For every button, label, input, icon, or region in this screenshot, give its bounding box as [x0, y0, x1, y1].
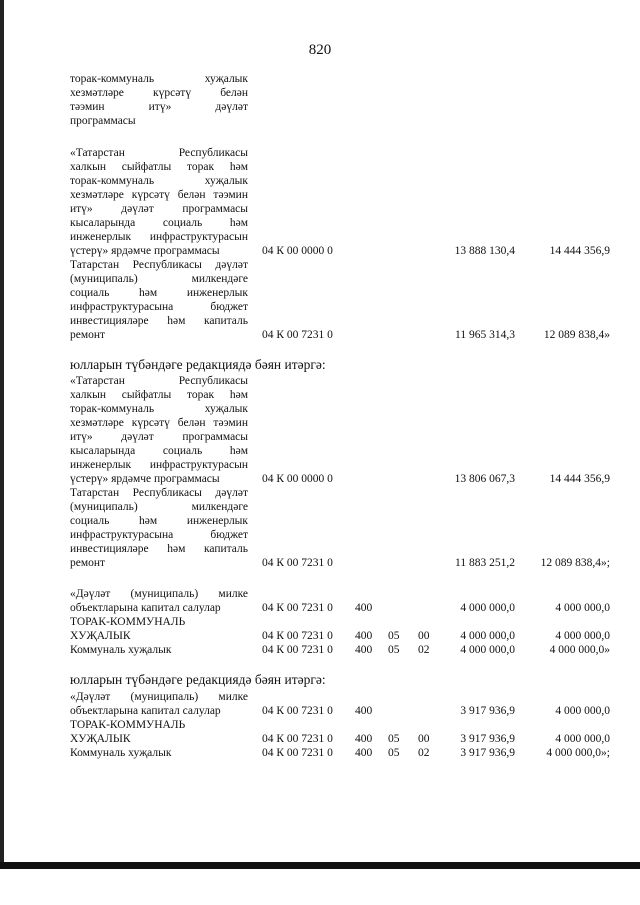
table-row	[70, 587, 610, 615]
text-line: хезмәтләре күрсәтү белән	[70, 87, 248, 99]
value-2018: 4 000 000,0»;	[546, 747, 610, 759]
housing-code: 04 К 00 7231 0	[262, 630, 333, 642]
value-2018: 14 444 356,9	[549, 473, 610, 485]
invest-text	[70, 486, 248, 570]
value-2018: 4 000 000,0	[555, 733, 610, 745]
expense-type: 400	[355, 602, 373, 614]
value-2017: 4 000 000,0	[460, 644, 515, 656]
table-row	[70, 643, 610, 657]
table-row	[70, 690, 610, 718]
value-2018: 14 444 356,9	[549, 245, 610, 257]
value-2017: 13 806 067,3	[454, 473, 515, 485]
text-line: инвестицияләре һәм капиталь	[70, 315, 248, 327]
text-line: ТОРАК-КОММУНАЛЬ	[70, 719, 186, 731]
section-code: 05	[388, 747, 400, 759]
block-new-program	[70, 374, 610, 570]
value-2018: 4 000 000,0	[555, 630, 610, 642]
text-line: «Татарстан Республикасы	[70, 375, 248, 387]
invest-code: 04 К 00 7231 0	[262, 329, 333, 341]
subsection-code: 00	[418, 733, 430, 745]
text-line: инфраструктурасына бюджет	[70, 529, 248, 541]
table-row	[70, 746, 610, 760]
text-line: программасы	[70, 115, 136, 127]
text-line: (муниципаль) милкендәге	[70, 273, 248, 285]
capital-text	[70, 690, 248, 718]
value-2018: 4 000 000,0	[555, 705, 610, 717]
invest-code: 04 К 00 7231 0	[262, 557, 333, 569]
text-line: кысаларында социаль һәм	[70, 217, 248, 229]
value-2018: 12 089 838,4»;	[540, 557, 610, 569]
text-line: торак-коммуналь хуҗалык	[70, 73, 248, 85]
value-2017: 3 917 936,9	[460, 747, 515, 759]
value-2017: 11 965 314,3	[455, 329, 515, 341]
scan-edge-bottom	[0, 862, 640, 869]
block-old-program	[70, 146, 610, 342]
block-old-capital	[70, 587, 610, 657]
text-line: инженерлык инфраструктурасын	[70, 459, 248, 471]
text-line: социаль һәм инженерлык	[70, 287, 248, 299]
text-line: ремонт	[70, 329, 106, 341]
housing-code: 04 К 00 7231 0	[262, 733, 333, 745]
communal-label: Коммуналь хуҗалык	[70, 644, 172, 656]
page-number: 820	[308, 42, 332, 58]
text-line: «Татарстан Республикасы	[70, 147, 248, 159]
communal-code: 04 К 00 7231 0	[262, 644, 333, 656]
capital-code: 04 К 00 7231 0	[262, 705, 333, 717]
expense-type: 400	[355, 747, 373, 759]
capital-code: 04 К 00 7231 0	[262, 602, 333, 614]
text-line: объектларына капитал салулар	[70, 602, 221, 614]
text-line: халкын сыйфатлы торак һәм	[70, 161, 248, 173]
text-line: объектларына капитал салулар	[70, 705, 221, 717]
table-row	[70, 146, 610, 258]
block-new-capital	[70, 690, 610, 760]
program-text	[70, 374, 248, 486]
table-row	[70, 486, 610, 570]
instruction-heading: юлларын түбәндәге редакциядә бәян итәргә:	[70, 672, 326, 687]
value-2017: 3 917 936,9	[460, 733, 515, 745]
text-line: торак-коммуналь хуҗалык	[70, 175, 248, 187]
text-line: социаль һәм инженерлык	[70, 515, 248, 527]
housing-text	[70, 615, 248, 643]
text-line: халкын сыйфатлы торак һәм	[70, 389, 248, 401]
text-line: ремонт	[70, 557, 106, 569]
text-line: инвестицияләре һәм капиталь	[70, 543, 248, 555]
text-line: үстерү» ярдәмче программасы	[70, 473, 220, 485]
value-2017: 11 883 251,2	[455, 557, 515, 569]
text-line: ХУҖАЛЫК	[70, 733, 131, 745]
housing-text	[70, 718, 248, 746]
text-line: (муниципаль) милкендәге	[70, 501, 248, 513]
capital-text	[70, 587, 248, 615]
subsection-code: 02	[418, 644, 430, 656]
communal-code: 04 К 00 7231 0	[262, 747, 333, 759]
text-line: кысаларында социаль һәм	[70, 445, 248, 457]
text-line: итү» дәүләт программасы	[70, 431, 248, 443]
text-line: «Дәүләт (муниципаль) милке	[70, 588, 248, 600]
table-row	[70, 615, 610, 643]
table-row	[70, 374, 610, 486]
value-2018: 4 000 000,0»	[549, 644, 610, 656]
value-2017: 4 000 000,0	[460, 602, 515, 614]
text-line: үстерү» ярдәмче программасы	[70, 245, 220, 257]
expense-type: 400	[355, 630, 373, 642]
value-2018: 4 000 000,0	[555, 602, 610, 614]
instruction-heading: юлларын түбәндәге редакциядә бәян итәргә:	[70, 357, 326, 372]
text-line: хезмәтләре күрсәтү белән тәэмин	[70, 417, 248, 429]
expense-type: 400	[355, 705, 373, 717]
text-line: инфраструктурасына бюджет	[70, 301, 248, 313]
text-line: хезмәтләре күрсәтү белән тәэмин	[70, 189, 248, 201]
block-continuation	[70, 72, 610, 128]
value-2017: 13 888 130,4	[454, 245, 515, 257]
program-text	[70, 146, 248, 258]
text-line: Татарстан Республикасы дәүләт	[70, 487, 248, 499]
text-line: ХУҖАЛЫК	[70, 630, 131, 642]
text-line: торак-коммуналь хуҗалык	[70, 403, 248, 415]
program-code: 04 К 00 0000 0	[262, 473, 333, 485]
value-2018: 12 089 838,4»	[543, 329, 610, 341]
table-row	[70, 718, 610, 746]
text-line: Татарстан Республикасы дәүләт	[70, 259, 248, 271]
scan-edge	[0, 0, 4, 869]
invest-text	[70, 258, 248, 342]
text-line: тәэмин итү» дәүләт	[70, 101, 248, 113]
text-line: ТОРАК-КОММУНАЛЬ	[70, 616, 186, 628]
text-line: «Дәүләт (муниципаль) милке	[70, 691, 248, 703]
section-code: 05	[388, 733, 400, 745]
text-line: инженерлык инфраструктурасын	[70, 231, 248, 243]
section-code: 05	[388, 644, 400, 656]
value-2017: 3 917 936,9	[460, 705, 515, 717]
program-code: 04 К 00 0000 0	[262, 245, 333, 257]
subsection-code: 00	[418, 630, 430, 642]
subsection-code: 02	[418, 747, 430, 759]
expense-type: 400	[355, 733, 373, 745]
text-line: итү» дәүләт программасы	[70, 203, 248, 215]
section-code: 05	[388, 630, 400, 642]
continuation-text	[70, 72, 248, 128]
communal-label: Коммуналь хуҗалык	[70, 747, 172, 759]
table-row	[70, 258, 610, 342]
expense-type: 400	[355, 644, 373, 656]
value-2017: 4 000 000,0	[460, 630, 515, 642]
